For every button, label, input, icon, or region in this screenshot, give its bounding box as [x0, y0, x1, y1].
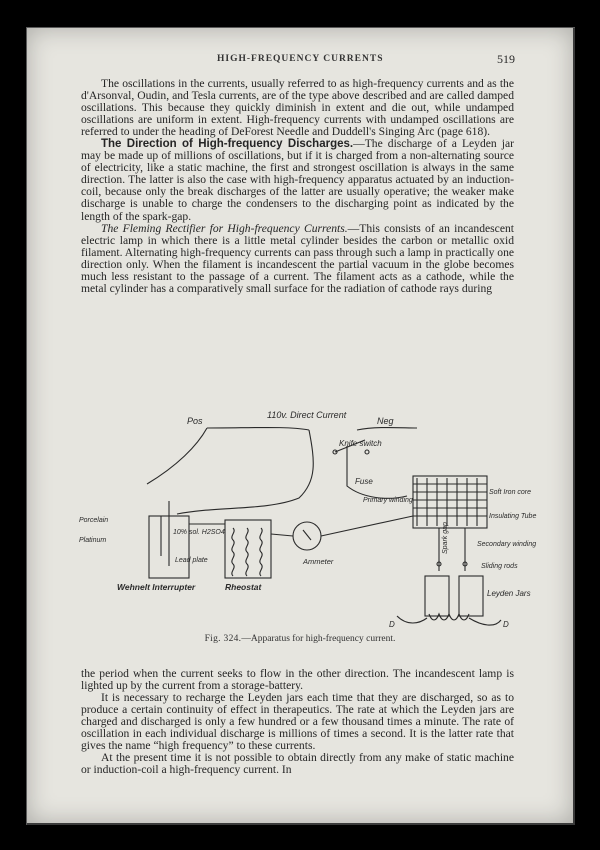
section-heading-direction: The Direction of High-frequency Discharges. [101, 138, 354, 151]
page-header [27, 54, 573, 68]
label-insulating-tube: Insulating Tube [489, 513, 537, 520]
label-direct-current: 110v. Direct Current [267, 410, 347, 420]
label-ammeter: Ammeter [303, 557, 334, 566]
label-primary-winding: Primary winding [363, 497, 413, 504]
label-wehnelt-interrupter: Wehnelt Interrupter [117, 582, 196, 592]
label-rheostat: Rheostat [225, 582, 262, 592]
caption-number: Fig. 324. [204, 634, 242, 644]
text-block-top [81, 78, 514, 295]
paragraph-recharge: It is necessary to recharge the Leyden jars each time that they are discharged, so as to produce a certain continuity of effect in therapeutics. The rate at which the Leyden jars are charged and discharged is only a few hundred or a few thousand times a minute. The rate of oscillation in each individual discharge is millions of times a second. It is the latter rate that gives the name “high frequency” to these currents. [81, 691, 514, 753]
label-platinum: Platinum [79, 537, 107, 544]
label-terminal-left: D [389, 620, 395, 629]
label-acid: 10% sol. H2SO4 [173, 529, 225, 536]
label-pos: Pos [187, 416, 203, 426]
text-block-bottom [81, 668, 514, 776]
label-spark-gap: Spark gap [442, 522, 449, 554]
label-lead-plate: Lead plate [175, 557, 208, 564]
label-sliding-rods: Sliding rods [481, 563, 518, 570]
paragraph-present-time: At the present time it is not possible to obtain directly from any make of static machine or induction-coil a high-frequency current. In [81, 751, 514, 777]
apparatus-diagram [77, 406, 537, 631]
label-soft-iron-core: Soft Iron core [489, 489, 532, 496]
label-secondary-winding: Secondary winding [477, 541, 537, 548]
paragraph-direction-body: —The discharge of a Leyden jar may be made up of millions of oscillations, but if it is charged from a non-alternating source of electricity, like a static machine, the first and strongest oscillation is always in the same direction. The latter is also the case with high-frequency apparatus actuated by an induction-coil, because only the break discharges of the latter are usually operative; the weaker make discharge is unable to charge the condensers to the discharging point as indicated by the length of the spark-gap. [81, 137, 514, 223]
paragraph-fleming-rectifier [81, 223, 514, 295]
figure-caption [27, 634, 573, 644]
label-terminal-right: D [503, 620, 509, 629]
paragraph-period: the period when the current seeks to flow in the other direction. The incandescent lamp is lighted up by the current from a storage-battery. [81, 667, 514, 693]
label-porcelain: Porcelain [79, 517, 109, 524]
paragraph-damped-oscillations: The oscillations in the currents, usually referred to as high-frequency currents and as the d'Arsonval, Oudin, and Tesla currents, are of the type above described and are called damped oscillations. This because they quickly diminish in extent and die out, while undamped oscillations are uniform in extent. High-frequency currents with undamped oscillations are referred to under the heading of DeForest Needle and Duddell's Singing Arc (page 618). [81, 77, 514, 139]
label-neg: Neg [377, 416, 394, 426]
label-leyden-jars: Leyden Jars [487, 589, 531, 598]
paragraph-fleming-body: —This consists of an incandescent electric lamp in which there is a little metal cylinder besides the carbon or metallic oxid filament. Alternating high-frequency currents can pass through such a lamp in practically one direction only. When the filament is incandescent the partial vacuum in the globe becomes much less resistant to the passage of a current. The filament acts as a cathode, while the metal cylinder has a comparatively small surface for the radiation of cathode rays during [81, 221, 515, 295]
running-title: HIGH-FREQUENCY CURRENTS [217, 54, 384, 64]
page-number: 519 [497, 52, 515, 66]
label-knife-switch: Knife switch [339, 439, 382, 448]
book-page [27, 28, 573, 823]
paragraph-direction-discharges [81, 138, 514, 222]
section-heading-fleming: The Fleming Rectifier for High-frequency Currents. [101, 221, 348, 235]
caption-text: —Apparatus for high-frequency current. [241, 634, 396, 644]
label-fuse: Fuse [355, 477, 373, 486]
